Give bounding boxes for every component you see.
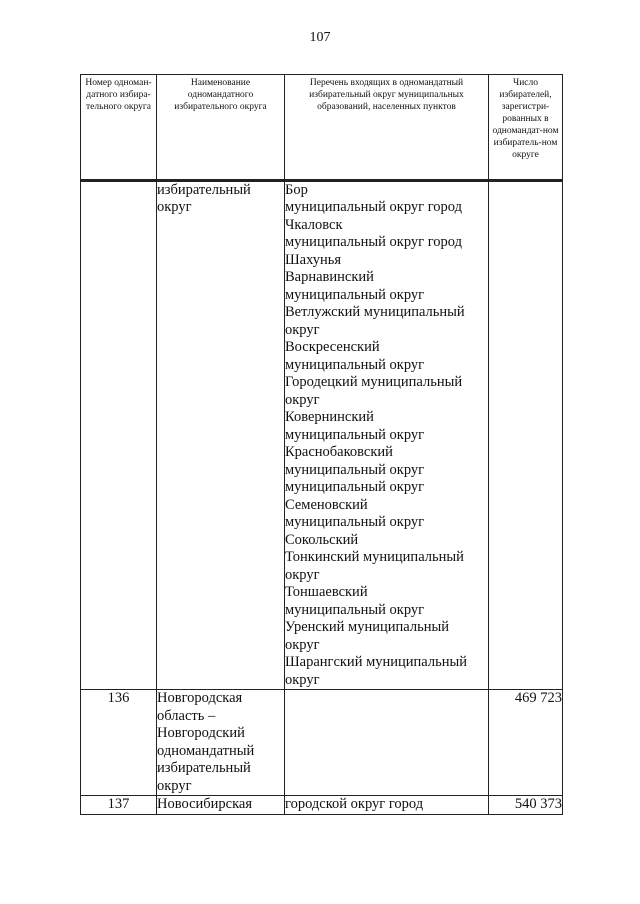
header-district-number: Номер одноман-датного избира-тельного округа	[81, 75, 157, 180]
voter-count: 540 373	[489, 796, 563, 815]
municipality-line: округ	[285, 671, 320, 688]
municipality-line: муниципальный округ	[285, 514, 425, 530]
municipality-line: округ	[285, 391, 320, 408]
municipality-line: Тоншаевский	[285, 584, 368, 600]
table-row	[81, 690, 563, 796]
header-municipalities-list: Перечень входящих в одномандатный избирательный округ муниципальных образований, населенных пунктов	[285, 75, 489, 180]
municipality-line: Чкаловск	[285, 216, 343, 233]
district-name-line: область –	[157, 707, 216, 724]
district-name-line: округ	[157, 199, 192, 215]
municipality-line: Тонкинский муниципальный	[285, 549, 464, 565]
municipality-line: Воскресенский	[285, 339, 380, 355]
district-number	[81, 181, 157, 690]
table-header-row	[81, 75, 563, 180]
district-name-line: избирательный	[157, 181, 251, 198]
municipality-line: Краснобаковский	[285, 444, 393, 460]
table-row	[81, 796, 563, 815]
header-voter-count: Число избирателей, зарегистри-рованных в одномандат-ном избиратель-ном округе	[489, 75, 563, 180]
district-name	[157, 181, 285, 690]
municipality-line: Городецкий муниципальный	[285, 374, 463, 390]
municipality-line: Шахунья	[285, 251, 342, 268]
table-row	[81, 181, 563, 690]
municipality-line: муниципальный округ город	[285, 234, 462, 250]
district-name-line: избирательный	[157, 760, 251, 776]
municipality-line: городской округ город	[285, 796, 424, 812]
municipality-line: Бор	[285, 181, 308, 198]
municipalities-list	[285, 690, 489, 796]
municipality-line: Шарангский муниципальный	[285, 654, 467, 670]
districts-table	[80, 74, 563, 815]
municipality-line: муниципальный округ	[285, 286, 425, 303]
district-number: 137	[81, 796, 157, 815]
municipality-line: округ	[285, 566, 320, 583]
district-name-line: округ	[157, 777, 192, 794]
district-name-line: Новосибирская	[157, 796, 253, 812]
municipality-line: округ	[285, 321, 320, 338]
municipality-line: Семеновский	[285, 496, 368, 513]
district-name-line: Новгородская	[157, 690, 243, 706]
municipality-line: муниципальный округ город	[285, 199, 462, 215]
municipality-line: муниципальный округ	[285, 426, 425, 443]
page-number: 107	[309, 30, 331, 45]
district-name-line: Новгородский	[157, 725, 245, 741]
district-name-line: одномандатный	[157, 742, 255, 759]
municipality-line: Ковернинский	[285, 409, 374, 425]
municipalities-list	[285, 796, 489, 815]
municipality-line: округ	[285, 636, 320, 653]
municipalities-list	[285, 181, 489, 690]
header-district-name: Наименование одномандатного избирательного округа	[157, 75, 285, 180]
municipality-line: муниципальный округ	[285, 356, 425, 373]
municipality-line: муниципальный округ	[285, 601, 425, 618]
municipality-line: Сокольский	[285, 531, 359, 548]
municipality-line: муниципальный округ	[285, 479, 425, 495]
voter-count	[489, 181, 563, 690]
voter-count: 469 723	[489, 690, 563, 796]
municipality-line: Варнавинский	[285, 269, 374, 285]
municipality-line: муниципальный округ	[285, 461, 425, 478]
district-number: 136	[81, 690, 157, 796]
district-name	[157, 690, 285, 796]
municipality-line: Уренский муниципальный	[285, 619, 449, 635]
municipality-line: Ветлужский муниципальный	[285, 304, 465, 320]
district-name	[157, 796, 285, 815]
